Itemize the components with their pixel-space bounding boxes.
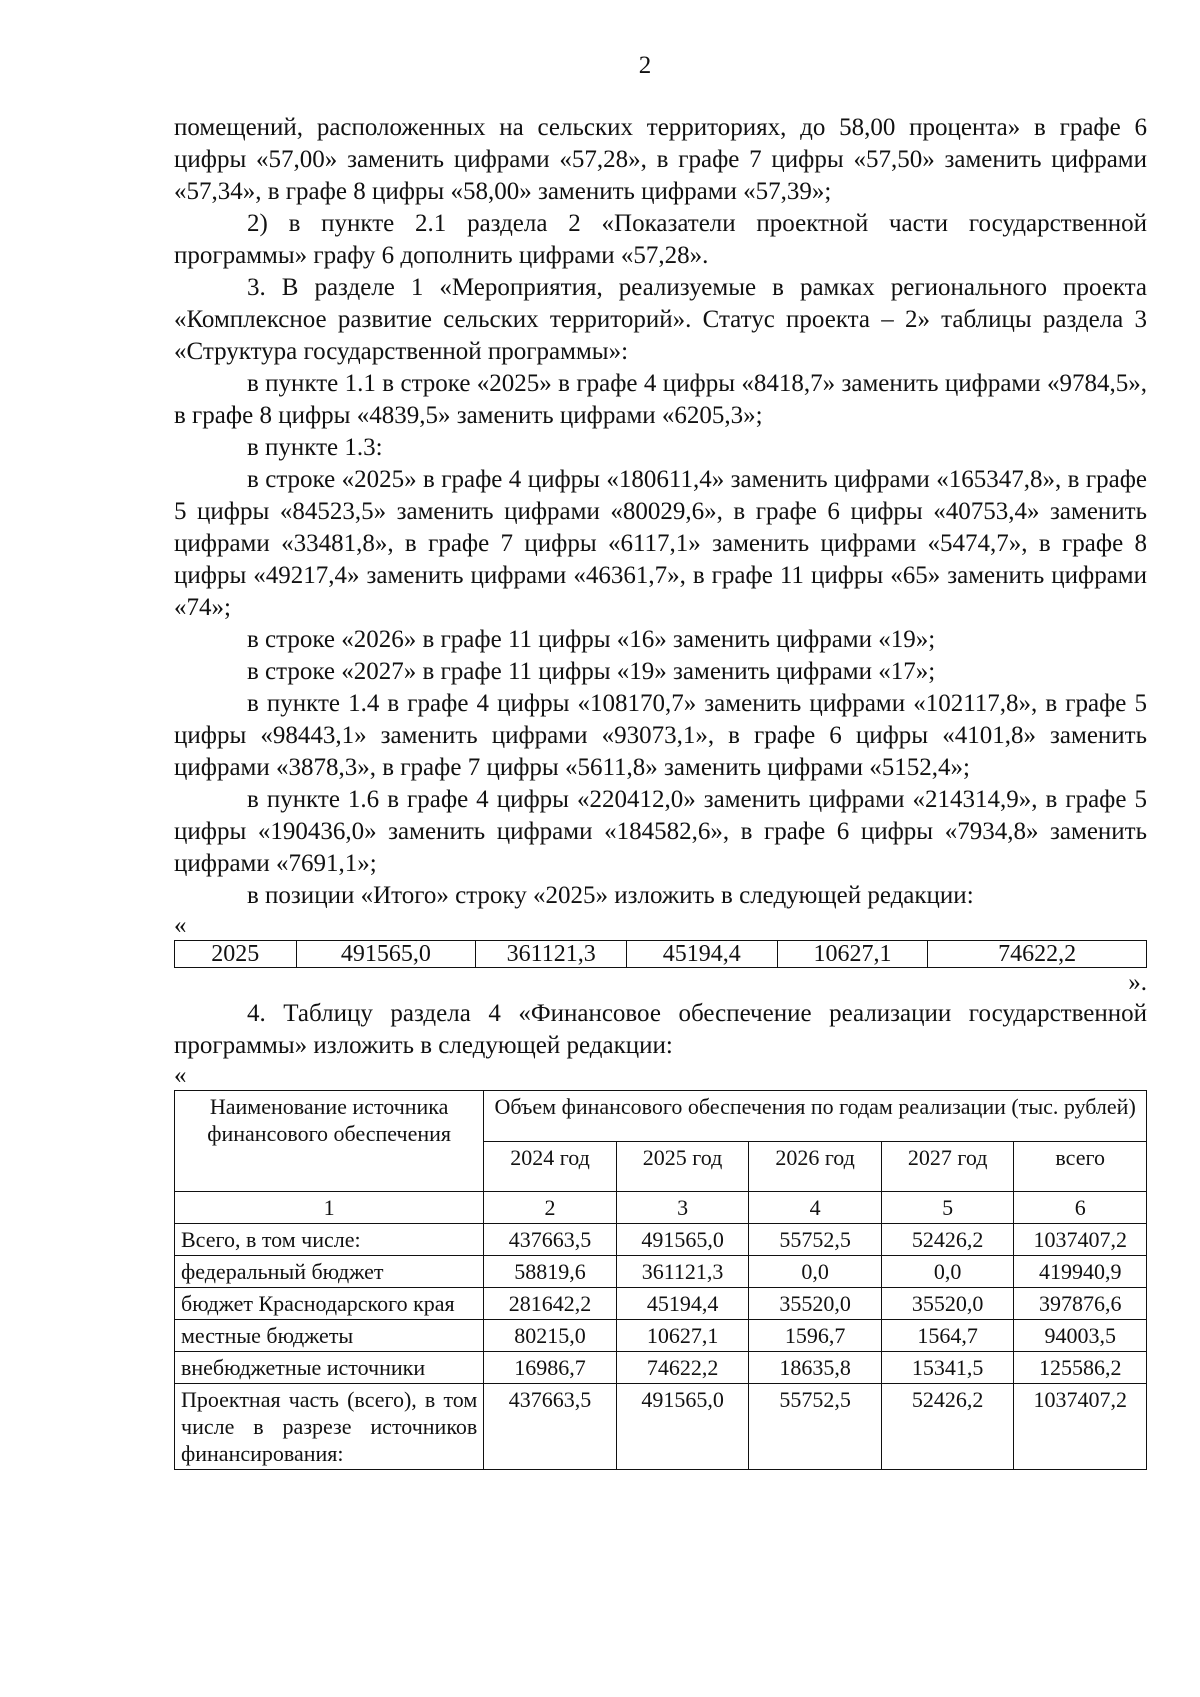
paragraph: в позиции «Итого» строку «2025» изложить в следующей редакции:	[247, 882, 974, 909]
paragraph: в пункте 1.1 в строке «2025» в графе 4 цифры «8418,7» заменить цифрами «9784,5», в графе 8 цифры «4839,5» заменить цифрами «6205,3»;	[174, 370, 1147, 429]
page-number: 2	[638, 52, 652, 79]
row-value: 1596,7	[749, 1320, 882, 1352]
row-value: 52426,2	[881, 1224, 1014, 1256]
quote-open: «	[174, 1062, 187, 1089]
paragraph: помещений, расположенных на сельских территориях, до 58,00 процента» в графе 6 цифры «57,00» заменить цифрами «57,28», в графе 7 цифры «57,50» заменить цифрами «57,34», в графе 8 цифры «58,00» заменить цифрами «57,39»;	[174, 114, 1147, 205]
table-header-row	[175, 1091, 1147, 1142]
header-total: всего	[1014, 1141, 1147, 1192]
column-number: 6	[1014, 1192, 1147, 1224]
table-row	[175, 1224, 1147, 1256]
row-value: 10627,1	[616, 1320, 749, 1352]
row-value: 1037407,2	[1014, 1384, 1147, 1470]
quote-open: «	[174, 912, 187, 939]
paragraph: в строке «2025» в графе 4 цифры «180611,4» заменить цифрами «165347,8», в графе 5 цифры «84523,5» заменить цифрами «80029,6», в графе 6 цифры «40753,4» заменить цифрами «33481,8», в графе 7 цифры «6117,1» заменить цифрами «5474,7», в графе 8 цифры «49217,4» заменить цифрами «46361,7», в графе 11 цифры «65» заменить цифрами «74»;	[174, 466, 1147, 621]
header-year: 2025 год	[616, 1141, 749, 1192]
finance-table	[174, 1090, 1147, 1470]
row-value: 491565,0	[616, 1384, 749, 1470]
header-source-name: Наименование источника финансового обеспечения	[175, 1091, 484, 1192]
row-value: 437663,5	[484, 1224, 617, 1256]
paragraph: в пункте 1.4 в графе 4 цифры «108170,7» заменить цифрами «102117,8», в графе 5 цифры «98443,1» заменить цифрами «93073,1», в графе 6 цифры «4101,8» заменить цифрами «3878,3», в графе 7 цифры «5611,8» заменить цифрами «5152,4»;	[174, 690, 1147, 781]
row-value: 55752,5	[749, 1224, 882, 1256]
table-row	[175, 1352, 1147, 1384]
header-volume: Объем финансового обеспечения по годам реализации (тыс. рублей)	[484, 1091, 1147, 1142]
row-value: 397876,6	[1014, 1288, 1147, 1320]
table-cell: 45194,4	[626, 941, 777, 968]
row-value: 1564,7	[881, 1320, 1014, 1352]
paragraph: в пункте 1.6 в графе 4 цифры «220412,0» заменить цифрами «214314,9», в графе 5 цифры «190436,0» заменить цифрами «184582,6», в графе 6 цифры «7934,8» заменить цифрами «7691,1»;	[174, 786, 1147, 877]
row-value: 1037407,2	[1014, 1224, 1147, 1256]
column-number: 3	[616, 1192, 749, 1224]
row-value: 35520,0	[881, 1288, 1014, 1320]
row-value: 18635,8	[749, 1352, 882, 1384]
table-row	[175, 941, 1147, 968]
row-value: 361121,3	[616, 1256, 749, 1288]
row-name: Всего, в том числе:	[175, 1224, 484, 1256]
header-year: 2024 год	[484, 1141, 617, 1192]
table-cell: 361121,3	[476, 941, 627, 968]
row-value: 0,0	[749, 1256, 882, 1288]
header-year: 2027 год	[881, 1141, 1014, 1192]
row-name: Проектная часть (всего), в том числе в разрезе источников финансирования:	[175, 1384, 484, 1470]
row-value: 15341,5	[881, 1352, 1014, 1384]
table-cell: 74622,2	[928, 941, 1147, 968]
table-row	[175, 1256, 1147, 1288]
table-cell: 491565,0	[296, 941, 476, 968]
column-number: 1	[175, 1192, 484, 1224]
row-value: 45194,4	[616, 1288, 749, 1320]
table-row	[175, 1384, 1147, 1470]
column-number: 4	[749, 1192, 882, 1224]
paragraph: 3. В разделе 1 «Мероприятия, реализуемые в рамках регионального проекта «Комплексное развитие сельских территорий». Статус проекта – 2» таблицы раздела 3 «Структура государственной программы»:	[174, 274, 1147, 365]
row-value: 74622,2	[616, 1352, 749, 1384]
itogo-table	[174, 940, 1147, 968]
row-value: 52426,2	[881, 1384, 1014, 1470]
row-value: 491565,0	[616, 1224, 749, 1256]
row-name: федеральный бюджет	[175, 1256, 484, 1288]
table-row	[175, 1320, 1147, 1352]
column-number: 2	[484, 1192, 617, 1224]
paragraph: в строке «2026» в графе 11 цифры «16» заменить цифрами «19»;	[247, 626, 936, 653]
table-cell: 2025	[175, 941, 297, 968]
table-row	[175, 1288, 1147, 1320]
paragraph: в пункте 1.3:	[247, 434, 383, 461]
column-number: 5	[881, 1192, 1014, 1224]
paragraph: 4. Таблицу раздела 4 «Финансовое обеспечение реализации государственной программы» изложить в следующей редакции:	[174, 1000, 1147, 1059]
row-value: 94003,5	[1014, 1320, 1147, 1352]
row-value: 437663,5	[484, 1384, 617, 1470]
row-value: 58819,6	[484, 1256, 617, 1288]
row-value: 281642,2	[484, 1288, 617, 1320]
quote-close: ».	[1128, 969, 1147, 996]
row-value: 125586,2	[1014, 1352, 1147, 1384]
row-name: внебюджетные источники	[175, 1352, 484, 1384]
row-value: 80215,0	[484, 1320, 617, 1352]
paragraph: 2) в пункте 2.1 раздела 2 «Показатели проектной части государственной программы» графу 6 дополнить цифрами «57,28».	[174, 210, 1147, 269]
row-name: местные бюджеты	[175, 1320, 484, 1352]
header-year: 2026 год	[749, 1141, 882, 1192]
row-value: 16986,7	[484, 1352, 617, 1384]
column-numbers-row	[175, 1192, 1147, 1224]
table-cell: 10627,1	[777, 941, 928, 968]
row-value: 55752,5	[749, 1384, 882, 1470]
row-value: 35520,0	[749, 1288, 882, 1320]
document-body	[174, 112, 1147, 1470]
row-value: 419940,9	[1014, 1256, 1147, 1288]
row-value: 0,0	[881, 1256, 1014, 1288]
row-name: бюджет Краснодарского края	[175, 1288, 484, 1320]
paragraph: в строке «2027» в графе 11 цифры «19» заменить цифрами «17»;	[247, 658, 936, 685]
